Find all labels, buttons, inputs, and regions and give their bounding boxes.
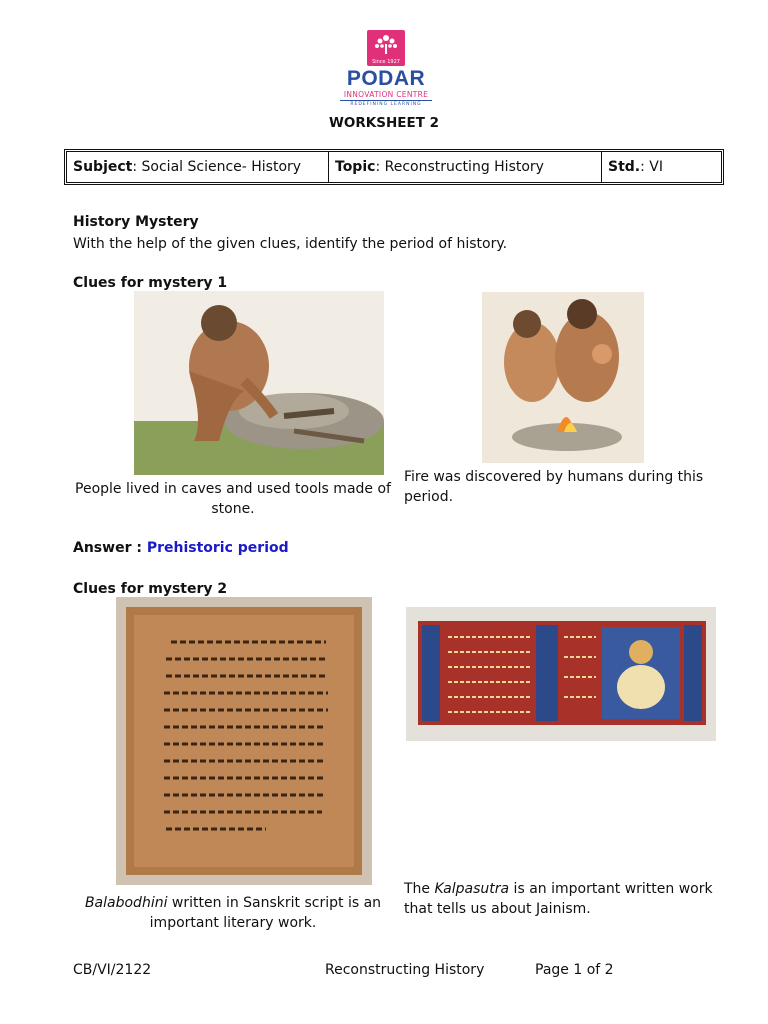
footer-page: Page 1 of 2: [535, 962, 614, 978]
logo-since: Since 1927: [372, 59, 400, 65]
subject-label: Subject: [73, 159, 133, 175]
topic-label: Topic: [335, 159, 376, 175]
topic-cell: [329, 152, 602, 182]
balabodhini-manuscript-image: [116, 597, 372, 885]
answer-value: Prehistoric period: [146, 540, 289, 556]
std-value: : VI: [640, 159, 663, 175]
section-heading: History Mystery: [73, 214, 199, 230]
logo-subtitle: INNOVATION CENTRE: [343, 90, 429, 99]
mystery1-caption-right: Fire was discovered by humans during this period.: [404, 469, 704, 505]
std-cell: [602, 152, 721, 182]
logo-tagline: REDEFINING LEARNING: [350, 102, 422, 107]
footer-code: CB/VI/2122: [73, 962, 152, 978]
instruction-text: With the help of the given clues, identify the period of history.: [73, 236, 508, 252]
caption-left-rest: written in Sanskrit script is an important literary work.: [149, 895, 382, 931]
info-table: [64, 149, 724, 185]
balabodhini-title: Balabodhini: [84, 895, 168, 911]
logo-name: PODAR: [346, 67, 426, 90]
answer-label: Answer :: [73, 540, 147, 556]
subject-value: : Social Science- History: [132, 159, 302, 175]
subject-cell: [67, 152, 329, 182]
mystery1-answer: [73, 538, 289, 558]
caveman-tools-image: [134, 291, 384, 475]
podar-logo: [336, 30, 436, 110]
logo-divider: [340, 100, 432, 101]
family-fire-image: [482, 292, 644, 463]
std-label: Std.: [608, 159, 641, 175]
caption-right-rest: is an important written work that tells us about Jainism.: [404, 881, 713, 917]
topic-value: : Reconstructing History: [375, 159, 544, 175]
mystery1-heading: Clues for mystery 1: [73, 275, 228, 291]
kalpasutra-title: Kalpasutra: [434, 881, 510, 897]
mystery2-caption-right: [404, 879, 714, 919]
worksheet-title: WORKSHEET 2: [329, 115, 439, 131]
footer-center: Reconstructing History: [325, 962, 485, 978]
mystery2-caption-left: [80, 893, 386, 933]
kalpasutra-painting-image: [406, 607, 716, 741]
caption-right-pre: The: [404, 881, 435, 897]
mystery1-caption-left: People lived in caves and used tools made of stone.: [75, 481, 391, 517]
mystery2-heading: Clues for mystery 2: [73, 581, 228, 597]
tree-logo-icon: [367, 30, 405, 66]
